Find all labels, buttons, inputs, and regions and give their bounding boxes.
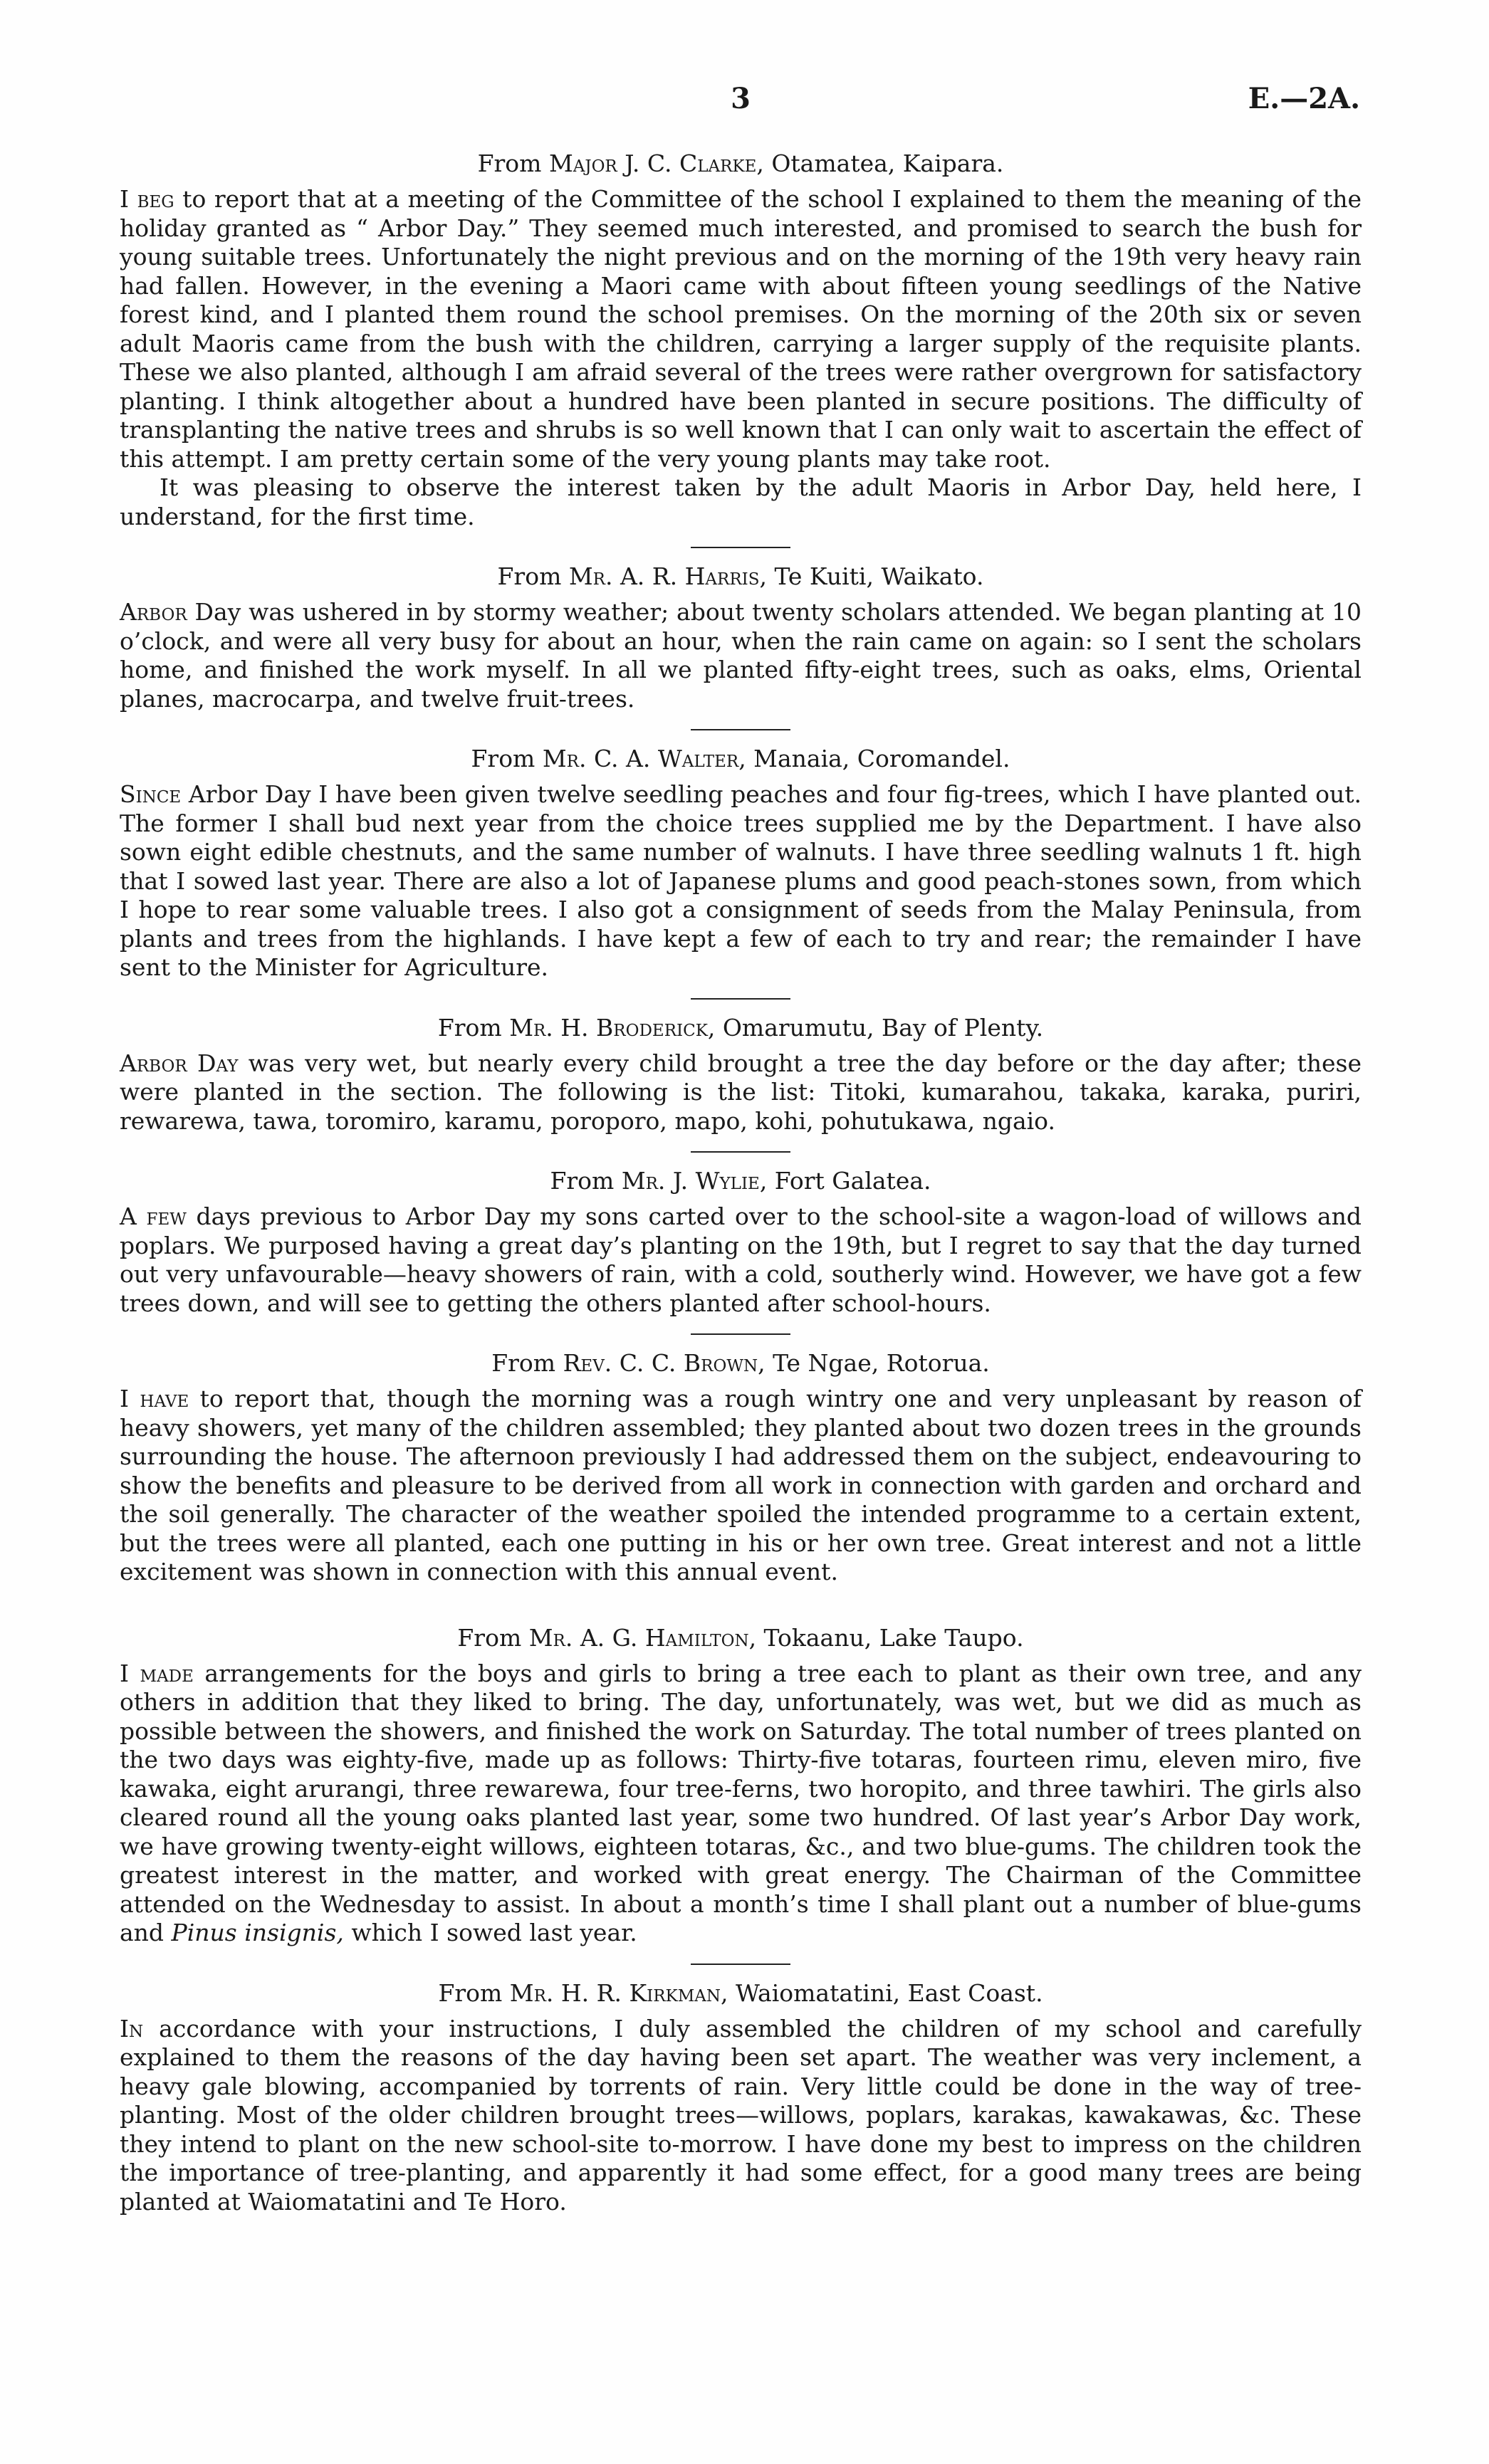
from-prefix: From [457, 1623, 522, 1652]
author-title: Mr. H. R. [509, 1978, 622, 2007]
author-title: Mr. H. [509, 1013, 589, 1042]
author-location: , Tokaanu, Lake Taupo. [748, 1623, 1024, 1652]
author-location: , Waiomatatini, East Coast. [721, 1978, 1043, 2007]
paragraph-body: days previous to Arbor Day my sons carted over to the school-site a wagon-load of willows and poplars. We purposed having a great day’s planting on the 19th, but I regret to say that the day turned out very unfavourable—heavy showers of rain, with a cold, southerly wind. However, we have got a few trees down, and will see to getting the others planted after school-hours. [120, 1202, 1362, 1317]
from-prefix: From [438, 1978, 503, 2007]
paragraph-lead: I have [120, 1385, 189, 1412]
section-paragraph [120, 780, 1362, 982]
section-heading [120, 742, 1362, 776]
paragraph-lead: Arbor [120, 598, 187, 626]
author-surname: Walter [657, 745, 739, 772]
paragraph-body: to report that, though the morning was a rough wintry one and very unpleasant by reason of heavy showers, yet many of the children assembled; they planted about two dozen trees in the grounds surrounding the house. The afternoon previously I had addressed them on the subject, endeavouring to show the benefits and pleasure to be derived from all work in connection with garden and orchard and the soil generally. The character of the weather spoiled the intended programme to a certain extent, but the trees were all planted, each one putting in his or her own tree. Great interest and not a little excitement was shown in connection with this annual event. [120, 1385, 1362, 1585]
author-location: , Manaia, Coromandel. [738, 745, 1010, 772]
section-divider [691, 1151, 790, 1153]
page-header [121, 82, 1360, 125]
section-paragraph [120, 1385, 1362, 1587]
author-surname: Broderick [596, 1013, 708, 1042]
from-prefix: From [497, 562, 562, 590]
letter-section-kirkman [120, 1976, 1362, 2217]
author-surname: Hamilton [644, 1623, 749, 1652]
paragraph-lead: Since [120, 780, 182, 808]
author-surname: Wylie [695, 1167, 760, 1195]
section-heading [120, 1976, 1362, 2010]
section-paragraph [120, 1049, 1362, 1136]
from-prefix: From [491, 1349, 556, 1377]
author-surname: Kirkman [629, 1978, 721, 2007]
page-number: 3 [731, 82, 751, 115]
section-divider [691, 998, 790, 1000]
paragraph-body: Arbor Day I have been given twelve seedling peaches and four fig-trees, which I have planted out. The former I shall bud next year from the choice trees supplied me by the Department. I have also sown eight edible chestnuts, and the same number of walnuts. I have three seedling walnuts 1 ft. high that I sowed last year. There are also a lot of Japanese plums and good peach-stones sown, from which I hope to rear some valuable trees. I also got a consignment of seeds from the Malay Peninsula, from plants and trees from the highlands. I have kept a few of each to try and rear; the remainder I have sent to the Minister for Agriculture. [120, 780, 1362, 981]
author-surname: Harris [684, 562, 760, 590]
section-spacer [691, 1603, 790, 1610]
author-location: , Fort Galatea. [759, 1167, 931, 1195]
letter-section-broderick [120, 1011, 1362, 1136]
author-title: Mr. C. A. [542, 745, 651, 772]
from-prefix: From [437, 1013, 502, 1042]
author-title: Mr. A. G. [528, 1623, 638, 1652]
section-paragraph-extra: It was pleasing to observe the interest taken by the adult Maoris in Arbor Day, held here, I understand, for the first time. [120, 473, 1362, 530]
section-heading [120, 1164, 1362, 1198]
letter-section-harris [120, 560, 1362, 713]
author-title: Mr. J. [621, 1167, 689, 1195]
paragraph-body-end: which I sowed last year. [343, 1919, 637, 1946]
from-prefix: From [477, 150, 542, 177]
document-body [120, 147, 1362, 2216]
author-location: , Te Kuiti, Waikato. [759, 562, 984, 590]
document-reference: E.—2A. [1248, 82, 1360, 115]
section-paragraph [120, 1202, 1362, 1318]
author-surname: Clarke [679, 150, 757, 177]
section-heading [120, 1621, 1362, 1655]
author-location: , Otamatea, Kaipara. [756, 150, 1004, 177]
paragraph-lead: I made [120, 1659, 194, 1687]
paragraph-italic-term: Pinus insignis, [171, 1919, 344, 1946]
letter-section-walter [120, 742, 1362, 982]
section-paragraph [120, 185, 1362, 473]
paragraph-lead: In [120, 2014, 144, 2043]
from-prefix: From [550, 1167, 615, 1195]
paragraph-body: Day was ushered in by stormy weather; about twenty scholars attended. We began planting at 10 o’clock, and were all very busy for about an hour, when the rain came on again: so I sent the scholars home, and finished the work myself. In all we planted fifty-eight trees, such as oaks, elms, Oriental planes, macrocarpa, and twelve fruit-trees. [120, 598, 1362, 713]
paragraph-lead: A few [120, 1202, 187, 1230]
section-heading [120, 147, 1362, 181]
paragraph-body: arrangements for the boys and girls to bring a tree each to plant as their own tree, and any others in addition that they liked to bring. The day, unfortunately, was wet, but we did as much as possible between the showers, and finished the work on Saturday. The total number of trees planted on the two days was eighty-five, made up as follows: Thirty-five totaras, fourteen rimu, eleven miro, five kawaka, eight arurangi, three rewarewa, four tree-ferns, two horopito, and three tawhiri. The girls also cleared round all the young oaks planted last year, some two hundred. Of last year’s Arbor Day work, we have growing twenty-eight willows, eighteen totaras, &c., and two blue-gums. The children took the greatest interest in the matter, and worked with great energy. The Chairman of the Committee attended on the Wednesday to assist. In about a month’s time I shall plant out a number of blue-gums and [120, 1659, 1362, 1946]
paragraph-lead: I beg [120, 185, 174, 213]
letter-section-hamilton [120, 1621, 1362, 1948]
section-heading [120, 1011, 1362, 1045]
paragraph-body: to report that at a meeting of the Committee of the school I explained to them the meaning of the holiday granted as “ Arbor Day.” They seemed much interested, and promised to search the bush for young suitable trees. Unfortunately the night previous and on the morning of the 19th very heavy rain had fallen. However, in the evening a Maori came with about fifteen young seedlings of the Native forest kind, and I planted them round the school premises. On the morning of the 20th six or seven adult Maoris came from the bush with the children, carrying a larger supply of the requisite plants. These we also planted, although I am afraid several of the trees were rather overgrown for satisfactory planting. I think altogether about a hundred have been planted in secure positions. The difficulty of transplanting the native trees and shrubs is so well known that I can only wait to ascertain the effect of this attempt. I am pretty certain some of the very young plants may take root. [120, 185, 1362, 473]
section-paragraph [120, 598, 1362, 713]
paragraph-body: accordance with your instructions, I duly assembled the children of my school and carefully explained to them the reasons of the day having been set apart. The weather was very inclement, a heavy gale blowing, accompanied by torrents of rain. Very little could be done in the way of tree-planting. Most of the older children brought trees—willows, poplars, karakas, kawakawas, &c. These they intend to plant on the new school-site to-morrow. I have done my best to impress on the children the importance of tree-planting, and apparently it had some effect, for a good many trees are being planted at Waiomatatini and Te Horo. [120, 2014, 1362, 2216]
section-heading [120, 560, 1362, 594]
section-divider [691, 547, 790, 548]
from-prefix: From [471, 745, 535, 772]
paragraph-lead: Arbor Day [120, 1049, 239, 1077]
section-divider [691, 729, 790, 730]
letter-section-brown [120, 1346, 1362, 1587]
author-title: Mr. A. R. [568, 562, 678, 590]
author-location: , Te Ngae, Rotorua. [758, 1349, 990, 1377]
author-surname: Brown [683, 1349, 758, 1377]
section-divider [691, 1333, 790, 1335]
author-location: , Omarumutu, Bay of Plenty. [707, 1013, 1044, 1042]
section-heading [120, 1346, 1362, 1380]
author-title: Rev. C. C. [563, 1349, 676, 1377]
section-divider [691, 1964, 790, 1965]
section-paragraph [120, 1660, 1362, 1948]
letter-section-clarke [120, 147, 1362, 531]
author-title: Major J. C. [548, 150, 672, 177]
paragraph-body: was very wet, but nearly every child brought a tree the day before or the day after; these were planted in the section. The following is the list: Titoki, kumarahou, takaka, karaka, puriri, rewarewa, tawa, toromiro, karamu, poroporo, mapo, kohi, pohutukawa, ngaio. [120, 1049, 1362, 1135]
letter-section-wylie [120, 1164, 1362, 1318]
section-paragraph [120, 2015, 1362, 2217]
